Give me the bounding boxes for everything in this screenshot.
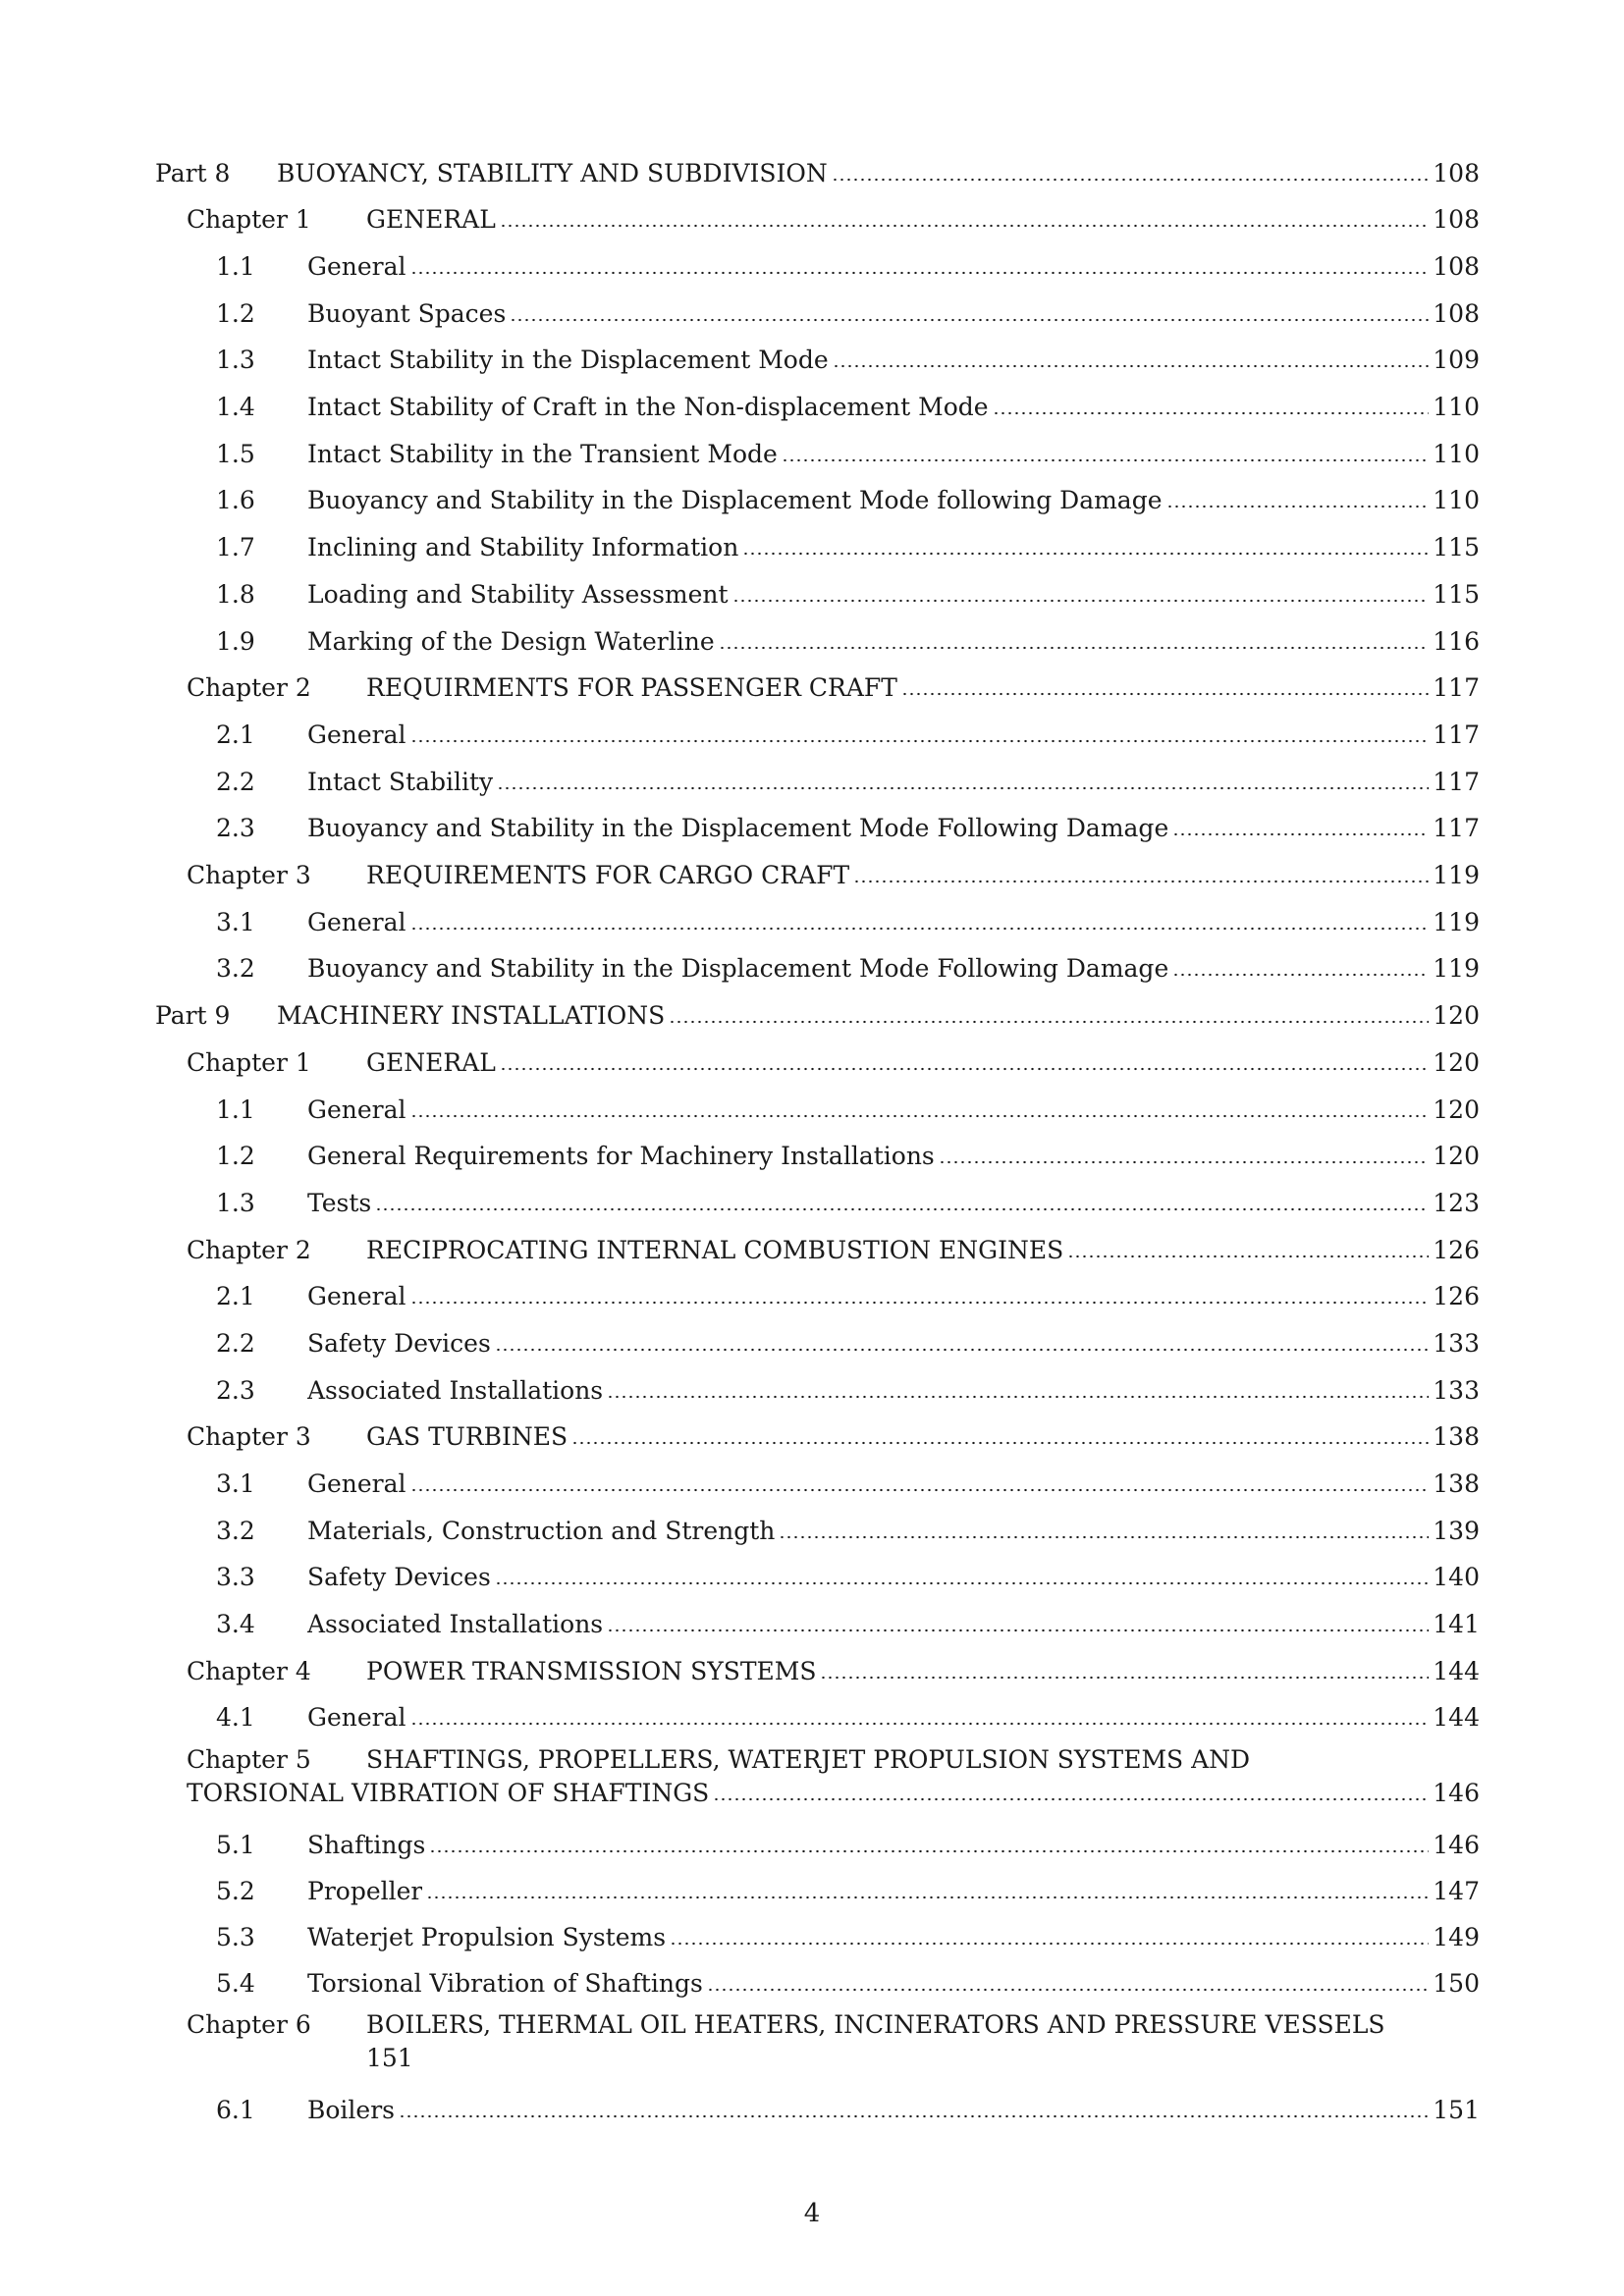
entry-title: REQUIRMENTS FOR PASSENGER CRAFT — [366, 673, 897, 702]
entry-number: 2.3 — [216, 814, 255, 842]
entry-number: 1.1 — [216, 1095, 255, 1124]
entry-number: 1.5 — [216, 440, 255, 468]
entry-title: Buoyancy and Stability in the Displacement Mode Following Damage — [307, 814, 1169, 842]
dot-leader — [607, 1629, 1429, 1632]
entry-number: 1.2 — [216, 299, 255, 328]
entry-page: 110 — [1433, 440, 1480, 468]
entry-page: 133 — [1433, 1376, 1480, 1405]
dot-leader — [426, 1896, 1429, 1899]
dot-leader — [1172, 973, 1429, 977]
dot-leader — [607, 1395, 1429, 1399]
toc-entry-chapter[interactable] — [187, 203, 1480, 237]
dot-leader — [399, 2114, 1429, 2118]
entry-number: 5.1 — [216, 1831, 255, 1859]
entry-page: 109 — [1433, 346, 1480, 374]
dot-leader — [713, 1797, 1429, 1801]
toc-entry-part[interactable] — [155, 157, 1480, 190]
dot-leader — [853, 880, 1429, 883]
toc-entry-section[interactable] — [216, 1140, 1480, 1173]
toc-entry-section[interactable] — [216, 2094, 1480, 2127]
toc-entry-section[interactable] — [216, 1608, 1480, 1641]
dot-leader — [500, 224, 1429, 228]
entry-title: Shaftings — [307, 1831, 426, 1859]
toc-entry-section[interactable] — [216, 344, 1480, 377]
entry-title: Intact Stability — [307, 768, 494, 796]
toc-entry-section[interactable] — [216, 1967, 1480, 2001]
entry-page: 117 — [1433, 673, 1480, 702]
toc-entry-section[interactable] — [216, 250, 1480, 284]
entry-number: Part 9 — [155, 1001, 231, 1030]
entry-page: 117 — [1433, 768, 1480, 796]
entry-page: 146 — [1433, 1831, 1480, 1859]
entry-page: 146 — [1433, 1779, 1480, 1807]
dot-leader — [1172, 832, 1429, 836]
entry-page: 133 — [1433, 1329, 1480, 1358]
dot-leader — [410, 271, 1430, 275]
toc-entry-section[interactable] — [216, 719, 1480, 752]
entry-number: 2.1 — [216, 1282, 255, 1310]
entry-title: Loading and Stability Assessment — [307, 580, 729, 609]
entry-page: 126 — [1433, 1282, 1480, 1310]
entry-page: 108 — [1433, 299, 1480, 328]
entry-number: Chapter 3 — [187, 1422, 311, 1451]
toc-entry-section[interactable] — [216, 391, 1480, 424]
dot-leader — [429, 1849, 1429, 1853]
dot-leader — [1166, 505, 1430, 508]
dot-leader — [742, 552, 1429, 556]
entry-title: General Requirements for Machinery Installations — [307, 1142, 935, 1170]
entry-title: Intact Stability in the Transient Mode — [307, 440, 778, 468]
entry-page: 140 — [1433, 1563, 1480, 1591]
entry-title: Waterjet Propulsion Systems — [307, 1923, 667, 1951]
entry-title-line1: SHAFTINGS, PROPELLERS, WATERJET PROPULSION SYSTEMS AND — [366, 1745, 1251, 1774]
dot-leader — [510, 318, 1429, 322]
entry-title: General — [307, 1095, 406, 1124]
entry-number: 2.1 — [216, 721, 255, 749]
entry-page: 149 — [1433, 1923, 1480, 1951]
dot-leader — [410, 1488, 1430, 1492]
entry-title: General — [307, 1282, 406, 1310]
toc-entry-part[interactable] — [155, 999, 1480, 1033]
dot-leader — [1067, 1255, 1429, 1258]
toc-entry-chapter[interactable] — [187, 1420, 1480, 1454]
entry-page: 120 — [1433, 1095, 1480, 1124]
entry-page: 116 — [1433, 627, 1480, 656]
dot-leader — [707, 1988, 1429, 1992]
entry-number: 3.2 — [216, 1517, 255, 1545]
entry-number: 1.1 — [216, 252, 255, 281]
entry-page: 119 — [1433, 861, 1480, 889]
entry-number: 4.1 — [216, 1703, 255, 1732]
entry-title: Associated Installations — [307, 1376, 604, 1405]
entry-title: Torsional Vibration of Shaftings — [307, 1969, 703, 1998]
toc-entry-section[interactable] — [216, 578, 1480, 612]
entry-title: Intact Stability of Craft in the Non-displacement Mode — [307, 393, 989, 421]
toc-entry-section[interactable] — [216, 484, 1480, 517]
entry-title: General — [307, 1703, 406, 1732]
dot-leader — [939, 1160, 1430, 1164]
dot-leader — [820, 1676, 1429, 1680]
entry-number: 1.8 — [216, 580, 255, 609]
toc-entry-section[interactable] — [216, 438, 1480, 471]
entry-title: General — [307, 908, 406, 936]
dot-leader — [410, 739, 1430, 743]
entry-page: 139 — [1433, 1517, 1480, 1545]
entry-number: 1.4 — [216, 393, 255, 421]
entry-page: 110 — [1433, 393, 1480, 421]
entry-title: Associated Installations — [307, 1610, 604, 1638]
toc-entry-chapter[interactable] — [187, 1046, 1480, 1080]
entry-title: GAS TURBINES — [366, 1422, 568, 1451]
entry-number: Chapter 3 — [187, 861, 311, 889]
entry-page: 108 — [1433, 159, 1480, 187]
entry-page: 138 — [1433, 1469, 1480, 1498]
dot-leader — [832, 178, 1430, 182]
entry-number: 1.3 — [216, 346, 255, 374]
dot-leader — [410, 1301, 1430, 1305]
entry-title: Intact Stability in the Displacement Mode — [307, 346, 829, 374]
toc-entry-section[interactable] — [216, 1701, 1480, 1735]
toc-entry-chapter[interactable] — [187, 859, 1480, 892]
toc-entry-section[interactable] — [216, 1327, 1480, 1361]
entry-page: 151 — [366, 2044, 413, 2072]
entry-title: Safety Devices — [307, 1563, 491, 1591]
entry-title: GENERAL — [366, 1048, 496, 1077]
entry-title: Buoyant Spaces — [307, 299, 507, 328]
toc-entry-section[interactable] — [216, 1829, 1480, 1862]
entry-title: Inclining and Stability Information — [307, 533, 739, 561]
entry-title: Buoyancy and Stability in the Displacement Mode Following Damage — [307, 954, 1169, 983]
toc-entry-section[interactable] — [216, 297, 1480, 331]
entry-number: 1.6 — [216, 486, 255, 514]
entry-number: 3.2 — [216, 954, 255, 983]
entry-number: Chapter 2 — [187, 1236, 311, 1264]
toc-entry-section[interactable] — [216, 1187, 1480, 1220]
entry-page: 110 — [1433, 486, 1480, 514]
entry-number: 5.3 — [216, 1923, 255, 1951]
entry-title: GENERAL — [366, 205, 496, 234]
entry-page: 123 — [1433, 1189, 1480, 1217]
entry-title: MACHINERY INSTALLATIONS — [277, 1001, 666, 1030]
entry-title: POWER TRANSMISSION SYSTEMS — [366, 1657, 817, 1685]
dot-leader — [410, 1722, 1430, 1726]
entry-number: Chapter 1 — [187, 1048, 311, 1077]
toc-entry-chapter[interactable] — [187, 1655, 1480, 1688]
entry-page: 144 — [1433, 1657, 1480, 1685]
dot-leader — [375, 1207, 1429, 1211]
toc-entry-section[interactable] — [216, 906, 1480, 939]
entry-page: 120 — [1433, 1001, 1480, 1030]
entry-page: 151 — [1433, 2096, 1480, 2124]
entry-number: 3.1 — [216, 1469, 255, 1498]
entry-number: 2.2 — [216, 1329, 255, 1358]
entry-title: RECIPROCATING INTERNAL COMBUSTION ENGINES — [366, 1236, 1064, 1264]
toc-entry-section[interactable] — [216, 1094, 1480, 1127]
dot-leader — [670, 1942, 1429, 1946]
entry-number: 1.3 — [216, 1189, 255, 1217]
entry-number: 3.4 — [216, 1610, 255, 1638]
entry-page: 126 — [1433, 1236, 1480, 1264]
entry-number: 2.2 — [216, 768, 255, 796]
entry-number: Chapter 5 — [187, 1745, 311, 1774]
entry-number: 5.2 — [216, 1877, 255, 1905]
toc-entry-section[interactable] — [216, 1561, 1480, 1594]
dot-leader — [732, 599, 1430, 603]
entry-number: 6.1 — [216, 2096, 255, 2124]
toc-entry-section[interactable] — [216, 812, 1480, 845]
entry-page: 115 — [1433, 580, 1480, 609]
entry-page: 108 — [1433, 252, 1480, 281]
entry-page: 115 — [1433, 533, 1480, 561]
dot-leader — [497, 786, 1429, 790]
dot-leader — [495, 1348, 1430, 1352]
toc-entry-section[interactable] — [216, 625, 1480, 659]
dot-leader — [782, 458, 1429, 462]
toc-entry-section[interactable] — [216, 766, 1480, 799]
toc-entry-section[interactable] — [216, 1280, 1480, 1313]
entry-title: BUOYANCY, STABILITY AND SUBDIVISION — [277, 159, 828, 187]
entry-number: 1.9 — [216, 627, 255, 656]
toc-entry-section[interactable] — [216, 1921, 1480, 1954]
toc-entry-section[interactable] — [216, 1374, 1480, 1408]
dot-leader — [901, 692, 1429, 696]
entry-page: 117 — [1433, 814, 1480, 842]
entry-number: Chapter 2 — [187, 673, 311, 702]
entry-number: 1.2 — [216, 1142, 255, 1170]
toc-entry-section[interactable] — [216, 1875, 1480, 1908]
dot-leader — [410, 927, 1430, 931]
toc-entry-section[interactable] — [216, 531, 1480, 564]
entry-page: 119 — [1433, 954, 1480, 983]
entry-page: 117 — [1433, 721, 1480, 749]
entry-title: REQUIREMENTS FOR CARGO CRAFT — [366, 861, 850, 889]
entry-title-line2: TORSIONAL VIBRATION OF SHAFTINGS — [187, 1779, 710, 1807]
entry-number: Chapter 6 — [187, 2010, 311, 2039]
dot-leader — [833, 364, 1430, 368]
entry-title: Materials, Construction and Strength — [307, 1517, 776, 1545]
entry-page: 119 — [1433, 908, 1480, 936]
entry-title: General — [307, 1469, 406, 1498]
dot-leader — [410, 1114, 1430, 1118]
entry-page: 108 — [1433, 205, 1480, 234]
entry-page: 120 — [1433, 1142, 1480, 1170]
entry-page: 120 — [1433, 1048, 1480, 1077]
entry-title: Propeller — [307, 1877, 423, 1905]
entry-title: Boilers — [307, 2096, 395, 2124]
dot-leader — [495, 1581, 1430, 1585]
entry-page: 138 — [1433, 1422, 1480, 1451]
dot-leader — [669, 1020, 1429, 1024]
entry-page: 147 — [1433, 1877, 1480, 1905]
page-number: 4 — [803, 2199, 821, 2228]
entry-number: 3.3 — [216, 1563, 255, 1591]
entry-title: Marking of the Design Waterline — [307, 627, 715, 656]
dot-leader — [779, 1535, 1429, 1539]
entry-title: General — [307, 721, 406, 749]
toc-entry-chapter[interactable] — [187, 671, 1480, 705]
entry-page: 150 — [1433, 1969, 1480, 1998]
entry-page: 144 — [1433, 1703, 1480, 1732]
toc-entry-chapter[interactable] — [187, 2008, 1480, 2075]
toc-entry-section[interactable] — [216, 1515, 1480, 1548]
entry-number: 1.7 — [216, 533, 255, 561]
dot-leader — [719, 646, 1430, 650]
entry-title: Safety Devices — [307, 1329, 491, 1358]
toc-entry-section[interactable] — [216, 952, 1480, 986]
entry-title: General — [307, 252, 406, 281]
toc-entry-chapter[interactable] — [187, 1743, 1480, 1810]
toc-entry-chapter[interactable] — [187, 1234, 1480, 1267]
dot-leader — [500, 1067, 1429, 1071]
dot-leader — [993, 411, 1430, 415]
entry-number: 5.4 — [216, 1969, 255, 1998]
entry-title: Buoyancy and Stability in the Displacement Mode following Damage — [307, 486, 1163, 514]
entry-number: 2.3 — [216, 1376, 255, 1405]
dot-leader — [571, 1441, 1429, 1445]
entry-number: 3.1 — [216, 908, 255, 936]
entry-number: Chapter 4 — [187, 1657, 311, 1685]
entry-title: BOILERS, THERMAL OIL HEATERS, INCINERATORS AND PRESSURE VESSELS — [366, 2010, 1385, 2039]
entry-number: Chapter 1 — [187, 205, 311, 234]
entry-number: Part 8 — [155, 159, 231, 187]
toc-entry-section[interactable] — [216, 1468, 1480, 1501]
entry-page: 141 — [1433, 1610, 1480, 1638]
entry-title: Tests — [307, 1189, 372, 1217]
